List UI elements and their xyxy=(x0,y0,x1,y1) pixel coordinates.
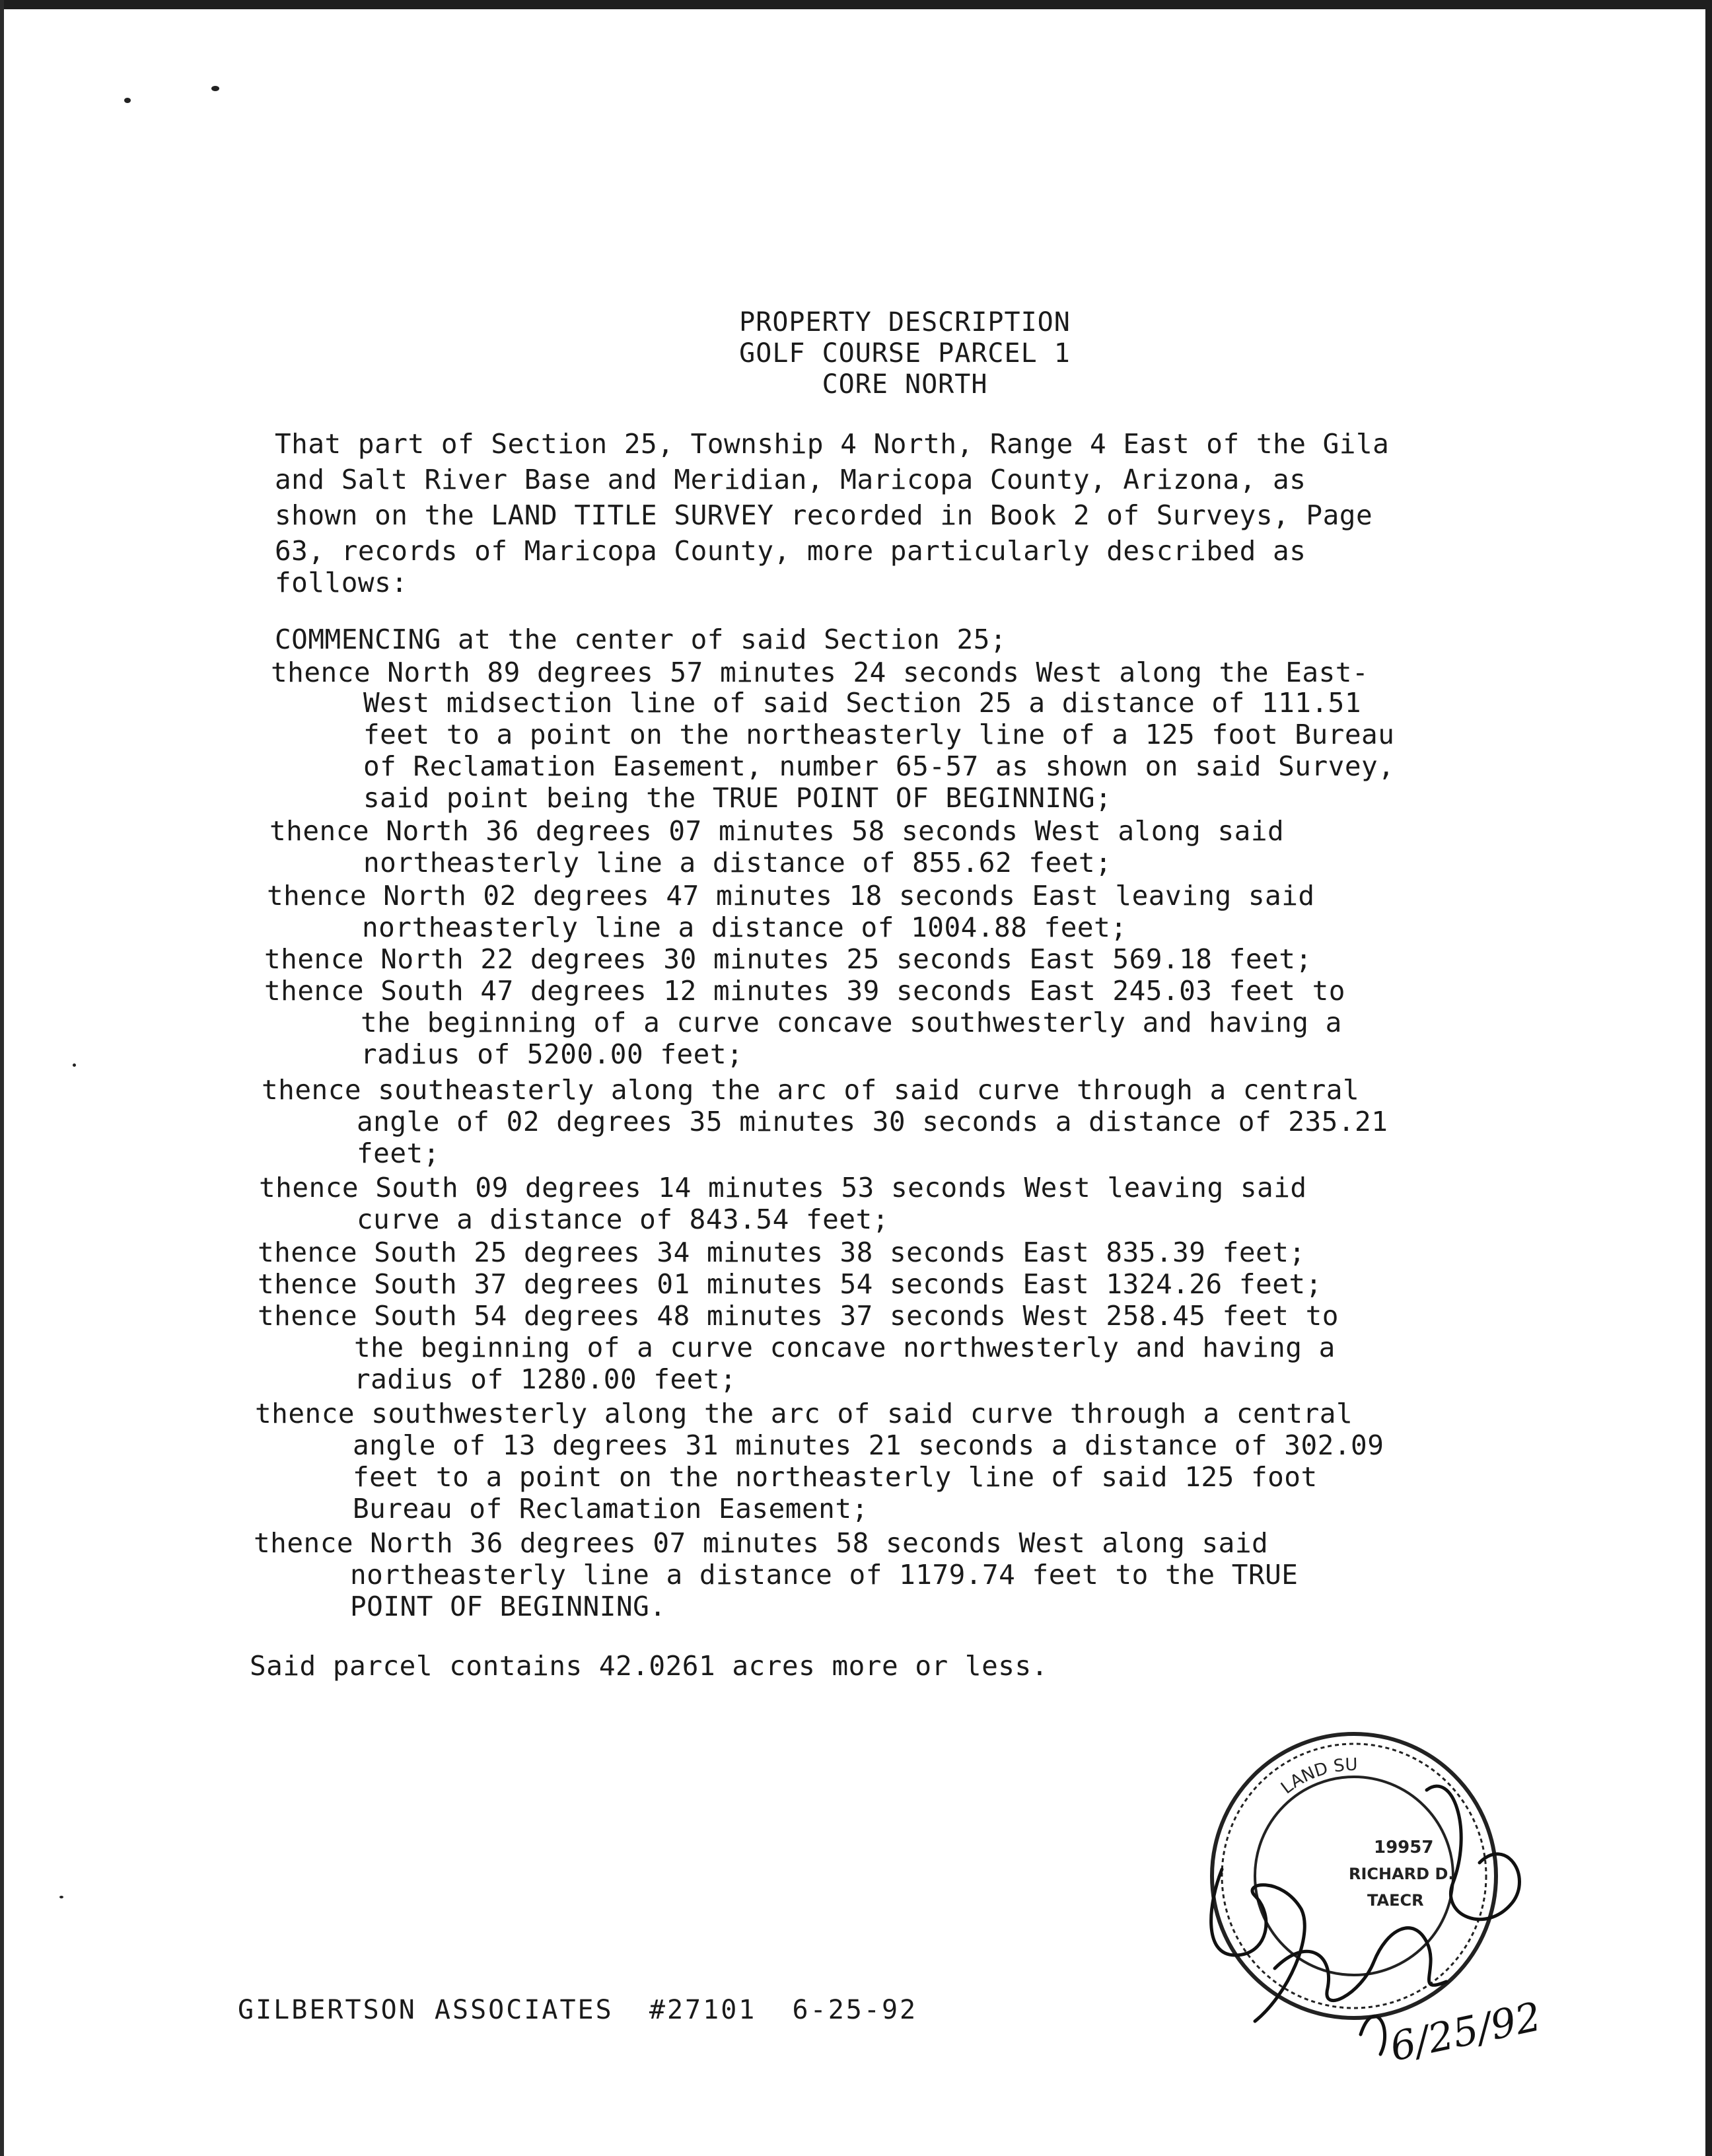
intro-line: shown on the LAND TITLE SURVEY recorded in Book 2 of Surveys, Page xyxy=(275,499,1373,531)
body-line: thence North 36 degrees 07 minutes 58 seconds West along said xyxy=(254,1527,1269,1559)
seal-name: RICHARD D. xyxy=(1349,1865,1454,1883)
body-line: angle of 13 degrees 31 minutes 21 seconds a distance of 302.09 xyxy=(353,1429,1384,1461)
intro-line: That part of Section 25, Township 4 North, Range 4 East of the Gila xyxy=(275,428,1390,460)
scan-speck xyxy=(124,98,131,103)
seal-top-text: LAND SU xyxy=(1277,1754,1358,1799)
scan-speck xyxy=(59,1896,63,1898)
intro-line: 63, records of Maricopa County, more particularly described as xyxy=(275,535,1306,567)
seal-number: 19957 xyxy=(1374,1838,1434,1857)
body-line: feet to a point on the northeasterly line of said 125 foot xyxy=(353,1461,1318,1493)
body-line: Bureau of Reclamation Easement; xyxy=(353,1493,869,1525)
title-core-north: CORE NORTH xyxy=(822,369,988,400)
scan-edge-right xyxy=(1705,0,1712,2156)
body-line: thence North 36 degrees 07 minutes 58 seconds West along said xyxy=(269,815,1285,847)
body-line: thence southeasterly along the arc of said curve through a central xyxy=(262,1074,1360,1106)
body-line: northeasterly line a distance of 855.62 feet; xyxy=(363,847,1112,879)
intro-line: and Salt River Base and Meridian, Maricopa County, Arizona, as xyxy=(275,464,1306,495)
signature-date: 6/25/92 xyxy=(1386,1994,1546,2071)
footer-firm-reference: GILBERTSON ASSOCIATES #27101 6-25-92 xyxy=(238,1995,918,2025)
title-property-description: PROPERTY DESCRIPTION xyxy=(739,307,1071,338)
body-line: thence South 25 degrees 34 minutes 38 seconds East 835.39 feet; xyxy=(258,1237,1306,1268)
body-line: thence South 37 degrees 01 minutes 54 seconds East 1324.26 feet; xyxy=(258,1268,1322,1300)
body-line: thence southwesterly along the arc of said curve through a central xyxy=(255,1398,1353,1429)
body-line: thence North 22 degrees 30 minutes 25 seconds East 569.18 feet; xyxy=(264,943,1312,975)
body-line: POINT OF BEGINNING. xyxy=(350,1591,666,1622)
body-line: thence South 09 degrees 14 minutes 53 seconds West leaving said xyxy=(259,1172,1307,1204)
body-line: feet; xyxy=(357,1137,440,1169)
body-line: northeasterly line a distance of 1004.88 feet; xyxy=(362,912,1127,943)
body-line: the beginning of a curve concave northwesterly and having a xyxy=(354,1332,1336,1363)
acreage-statement: Said parcel contains 42.0261 acres more or less. xyxy=(250,1650,1048,1682)
body-line: thence North 89 degrees 57 minutes 24 seconds West along the East- xyxy=(271,657,1369,688)
body-line: the beginning of a curve concave southwesterly and having a xyxy=(361,1007,1342,1038)
body-line: thence South 47 degrees 12 minutes 39 seconds East 245.03 feet to xyxy=(264,975,1345,1007)
body-line: West midsection line of said Section 25 a distance of 111.51 xyxy=(363,687,1362,719)
scan-speck xyxy=(73,1063,76,1067)
body-line: radius of 1280.00 feet; xyxy=(354,1363,737,1395)
body-line: thence North 02 degrees 47 minutes 18 seconds East leaving said xyxy=(267,880,1315,912)
surveyor-seal xyxy=(1176,1717,1546,2074)
body-line: feet to a point on the northeasterly line of a 125 foot Bureau xyxy=(363,719,1395,750)
scan-speck xyxy=(211,86,219,91)
body-line: thence South 54 degrees 48 minutes 37 seconds West 258.45 feet to xyxy=(258,1300,1339,1332)
body-line: radius of 5200.00 feet; xyxy=(361,1038,744,1070)
body-line: said point being the TRUE POINT OF BEGINNING; xyxy=(363,782,1112,814)
seal-initials: TAECR xyxy=(1367,1891,1424,1910)
body-line: northeasterly line a distance of 1179.74 feet to the TRUE xyxy=(350,1559,1299,1591)
body-line: angle of 02 degrees 35 minutes 30 seconds a distance of 235.21 xyxy=(357,1106,1388,1137)
body-line: curve a distance of 843.54 feet; xyxy=(357,1204,889,1235)
body-line: of Reclamation Easement, number 65-57 as shown on said Survey, xyxy=(363,750,1395,782)
intro-line: follows: xyxy=(275,567,408,598)
title-golf-course-parcel: GOLF COURSE PARCEL 1 xyxy=(739,338,1071,369)
body-line: COMMENCING at the center of said Section 25; xyxy=(275,624,1007,655)
scan-edge-left xyxy=(0,0,4,2156)
scan-edge-top xyxy=(0,0,1712,9)
